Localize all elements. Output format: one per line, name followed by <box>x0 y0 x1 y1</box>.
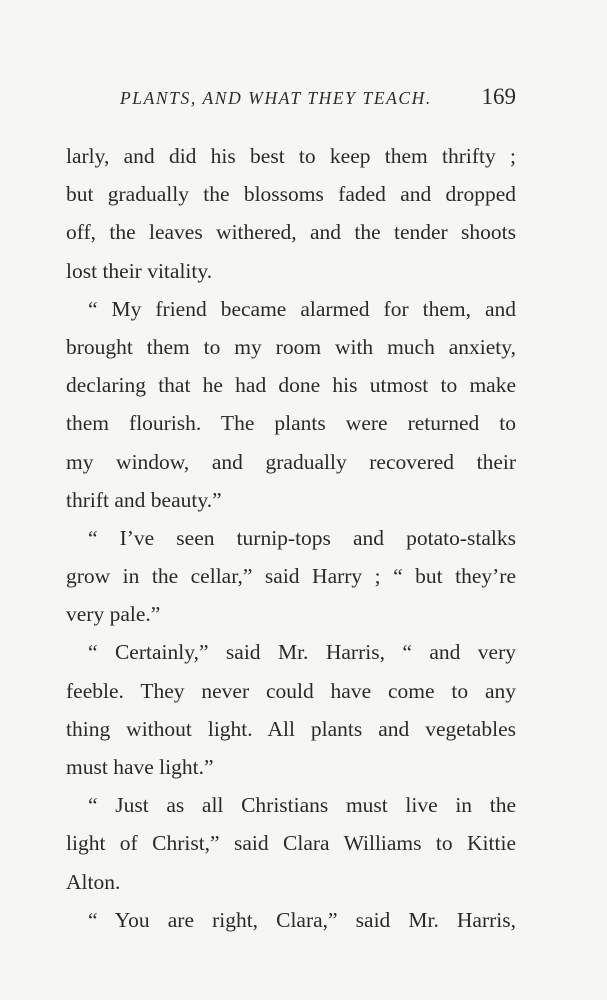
text-line: off, the leaves withered, and the tender shoots <box>66 220 516 245</box>
text-line: “ I’ve seen turnip-tops and potato-stalks <box>88 525 516 550</box>
text-line: thing without light. All plants and vegetables <box>66 716 516 741</box>
text-line: but gradually the blossoms faded and dropped <box>66 182 516 207</box>
text-line: must have light.” <box>66 755 214 779</box>
text-line: light of Christ,” said Clara Williams to Kittie <box>66 831 516 856</box>
text-line: my window, and gradually recovered their <box>66 449 516 474</box>
text-line: very pale.” <box>66 602 161 627</box>
text-line: declaring that he had done his utmost to make <box>66 373 516 398</box>
running-head <box>66 86 516 116</box>
body-text <box>66 137 516 939</box>
text-line: grow in the cellar,” said Harry ; “ but they’re <box>66 564 516 589</box>
text-line: lost their vitality. <box>66 258 213 283</box>
text-line: them flourish. The plants were returned to <box>66 411 516 436</box>
running-title: PLANTS, AND WHAT THEY TEACH. <box>120 88 432 108</box>
text-line: larly, and did his best to keep them thrifty ; <box>66 144 516 168</box>
text-line: “ Just as all Christians must live in the <box>88 793 516 818</box>
text-line: brought them to my room with much anxiety, <box>66 334 516 359</box>
text-line: feeble. They never could have come to any <box>66 678 516 703</box>
text-line: “ Certainly,” said Mr. Harris, “ and very <box>88 640 516 665</box>
text-line: “ You are right, Clara,” said Mr. Harris, <box>88 907 516 932</box>
text-line: Alton. <box>66 869 121 894</box>
text-line: thrift and beauty.” <box>66 487 222 512</box>
text-line: “ My friend became alarmed for them, and <box>88 296 516 321</box>
page-number: 169 <box>481 84 516 109</box>
